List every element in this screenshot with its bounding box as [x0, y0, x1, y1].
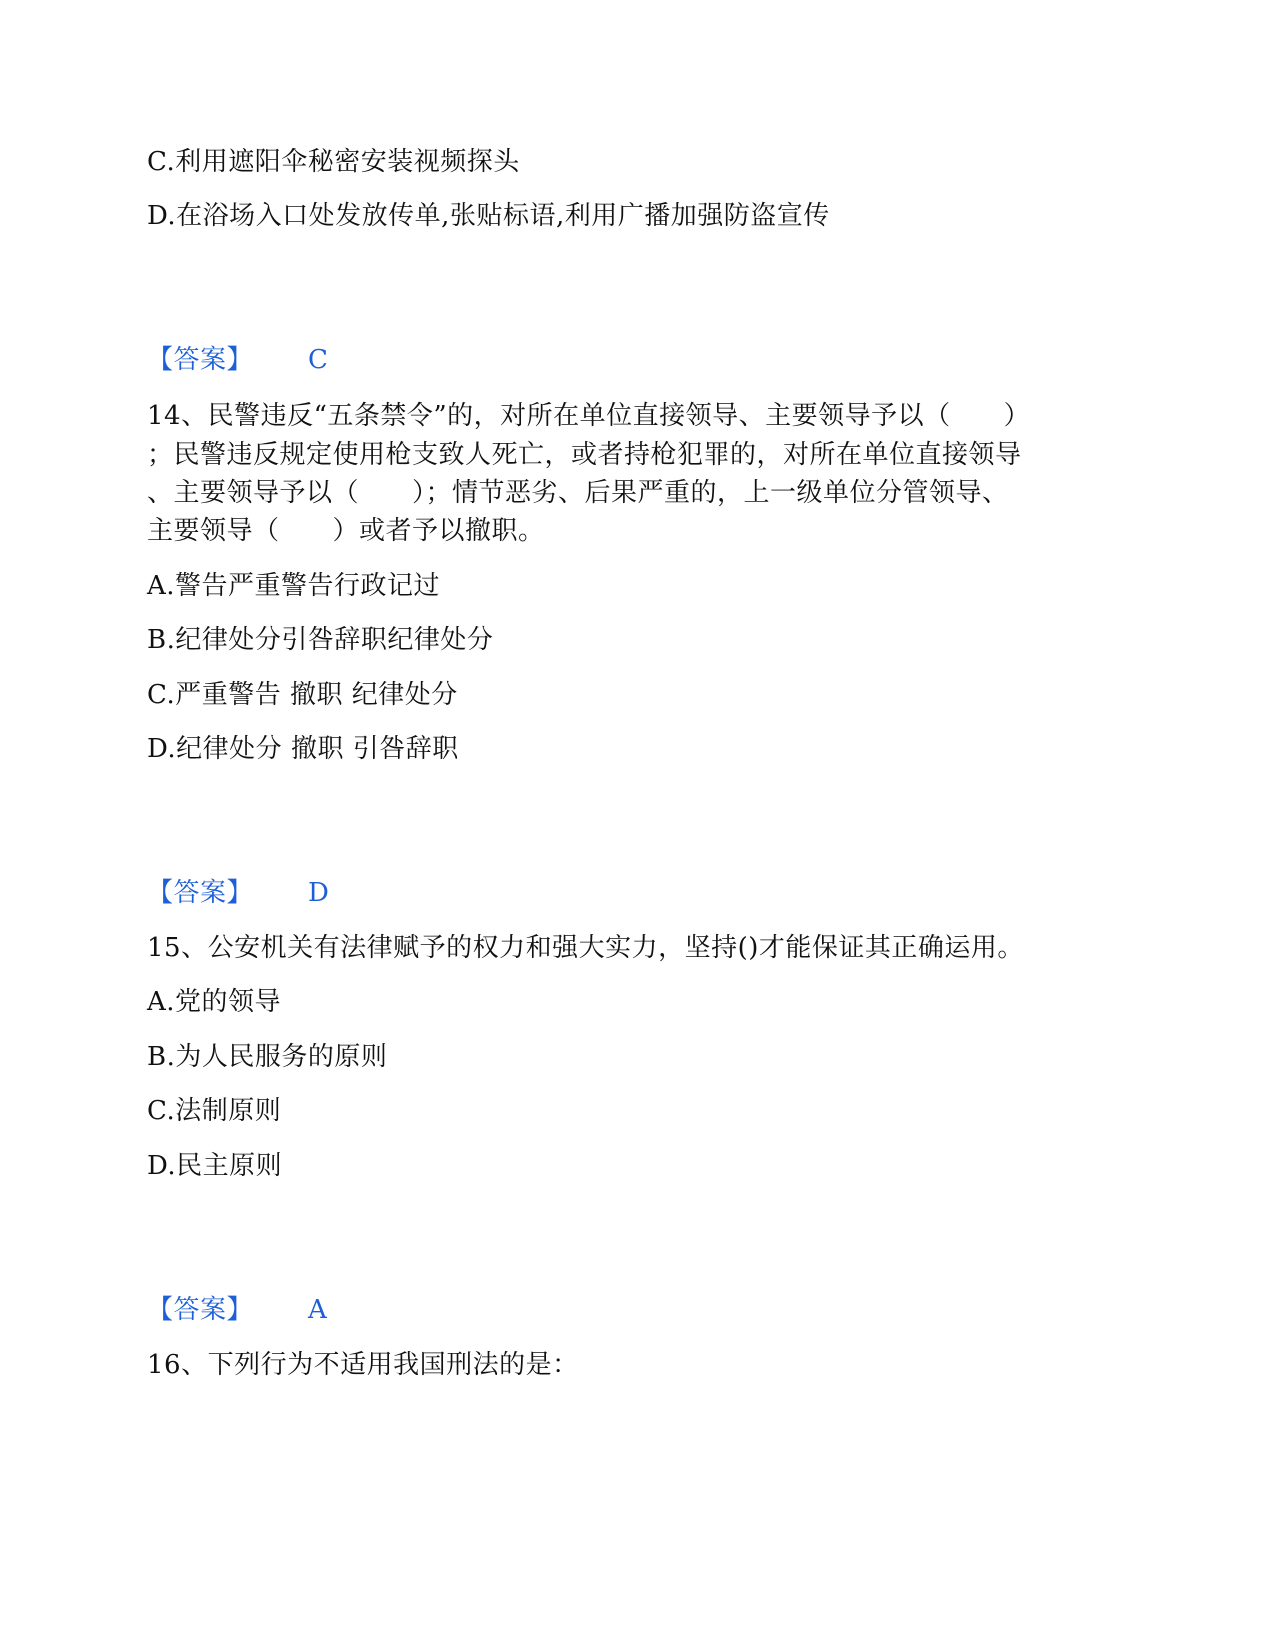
option-c: C.严重警告 撤职 纪律处分 — [147, 680, 458, 710]
question-stem-line: ；民警违反规定使用枪支致人死亡，或者持枪犯罪的，对所在单位直接领导 — [147, 440, 1022, 470]
option-c: C.利用遮阳伞秘密安装视频探头 — [147, 147, 520, 177]
option-b: B.纪律处分引咎辞职纪律处分 — [147, 625, 494, 655]
question-stem: 15、公安机关有法律赋予的权力和强大实力，坚持()才能保证其正确运用。 — [147, 933, 1024, 963]
option-d: D.纪律处分 撤职 引咎辞职 — [147, 734, 459, 764]
answer-value: A — [308, 1295, 328, 1325]
option-a: A.警告严重警告行政记过 — [147, 571, 441, 601]
option-d: D.在浴场入口处发放传单,张贴标语,利用广播加强防盗宣传 — [147, 201, 830, 231]
answer-label: 【答案】 — [147, 1295, 254, 1325]
question-stem-line: 主要领导（ ）或者予以撤职。 — [147, 516, 545, 546]
answer-row — [147, 345, 329, 375]
question-stem-line: 14、民警违反“五条禁令”的，对所在单位直接领导、主要领导予以（ ） — [147, 401, 1031, 431]
option-d: D.民主原则 — [147, 1151, 283, 1181]
answer-label: 【答案】 — [147, 878, 254, 908]
option-c: C.法制原则 — [147, 1096, 282, 1126]
question-stem-line: 、主要领导予以（ ）；情节恶劣、后果严重的，上一级单位分管领导、 — [147, 478, 1009, 508]
question-stem: 16、下列行为不适用我国刑法的是： — [147, 1350, 579, 1380]
answer-value: C — [308, 345, 329, 375]
option-a: A.党的领导 — [147, 987, 282, 1017]
option-b: B.为人民服务的原则 — [147, 1042, 388, 1072]
answer-label: 【答案】 — [147, 345, 254, 375]
answer-row — [147, 878, 330, 908]
answer-value: D — [308, 878, 330, 908]
answer-row — [147, 1295, 328, 1325]
